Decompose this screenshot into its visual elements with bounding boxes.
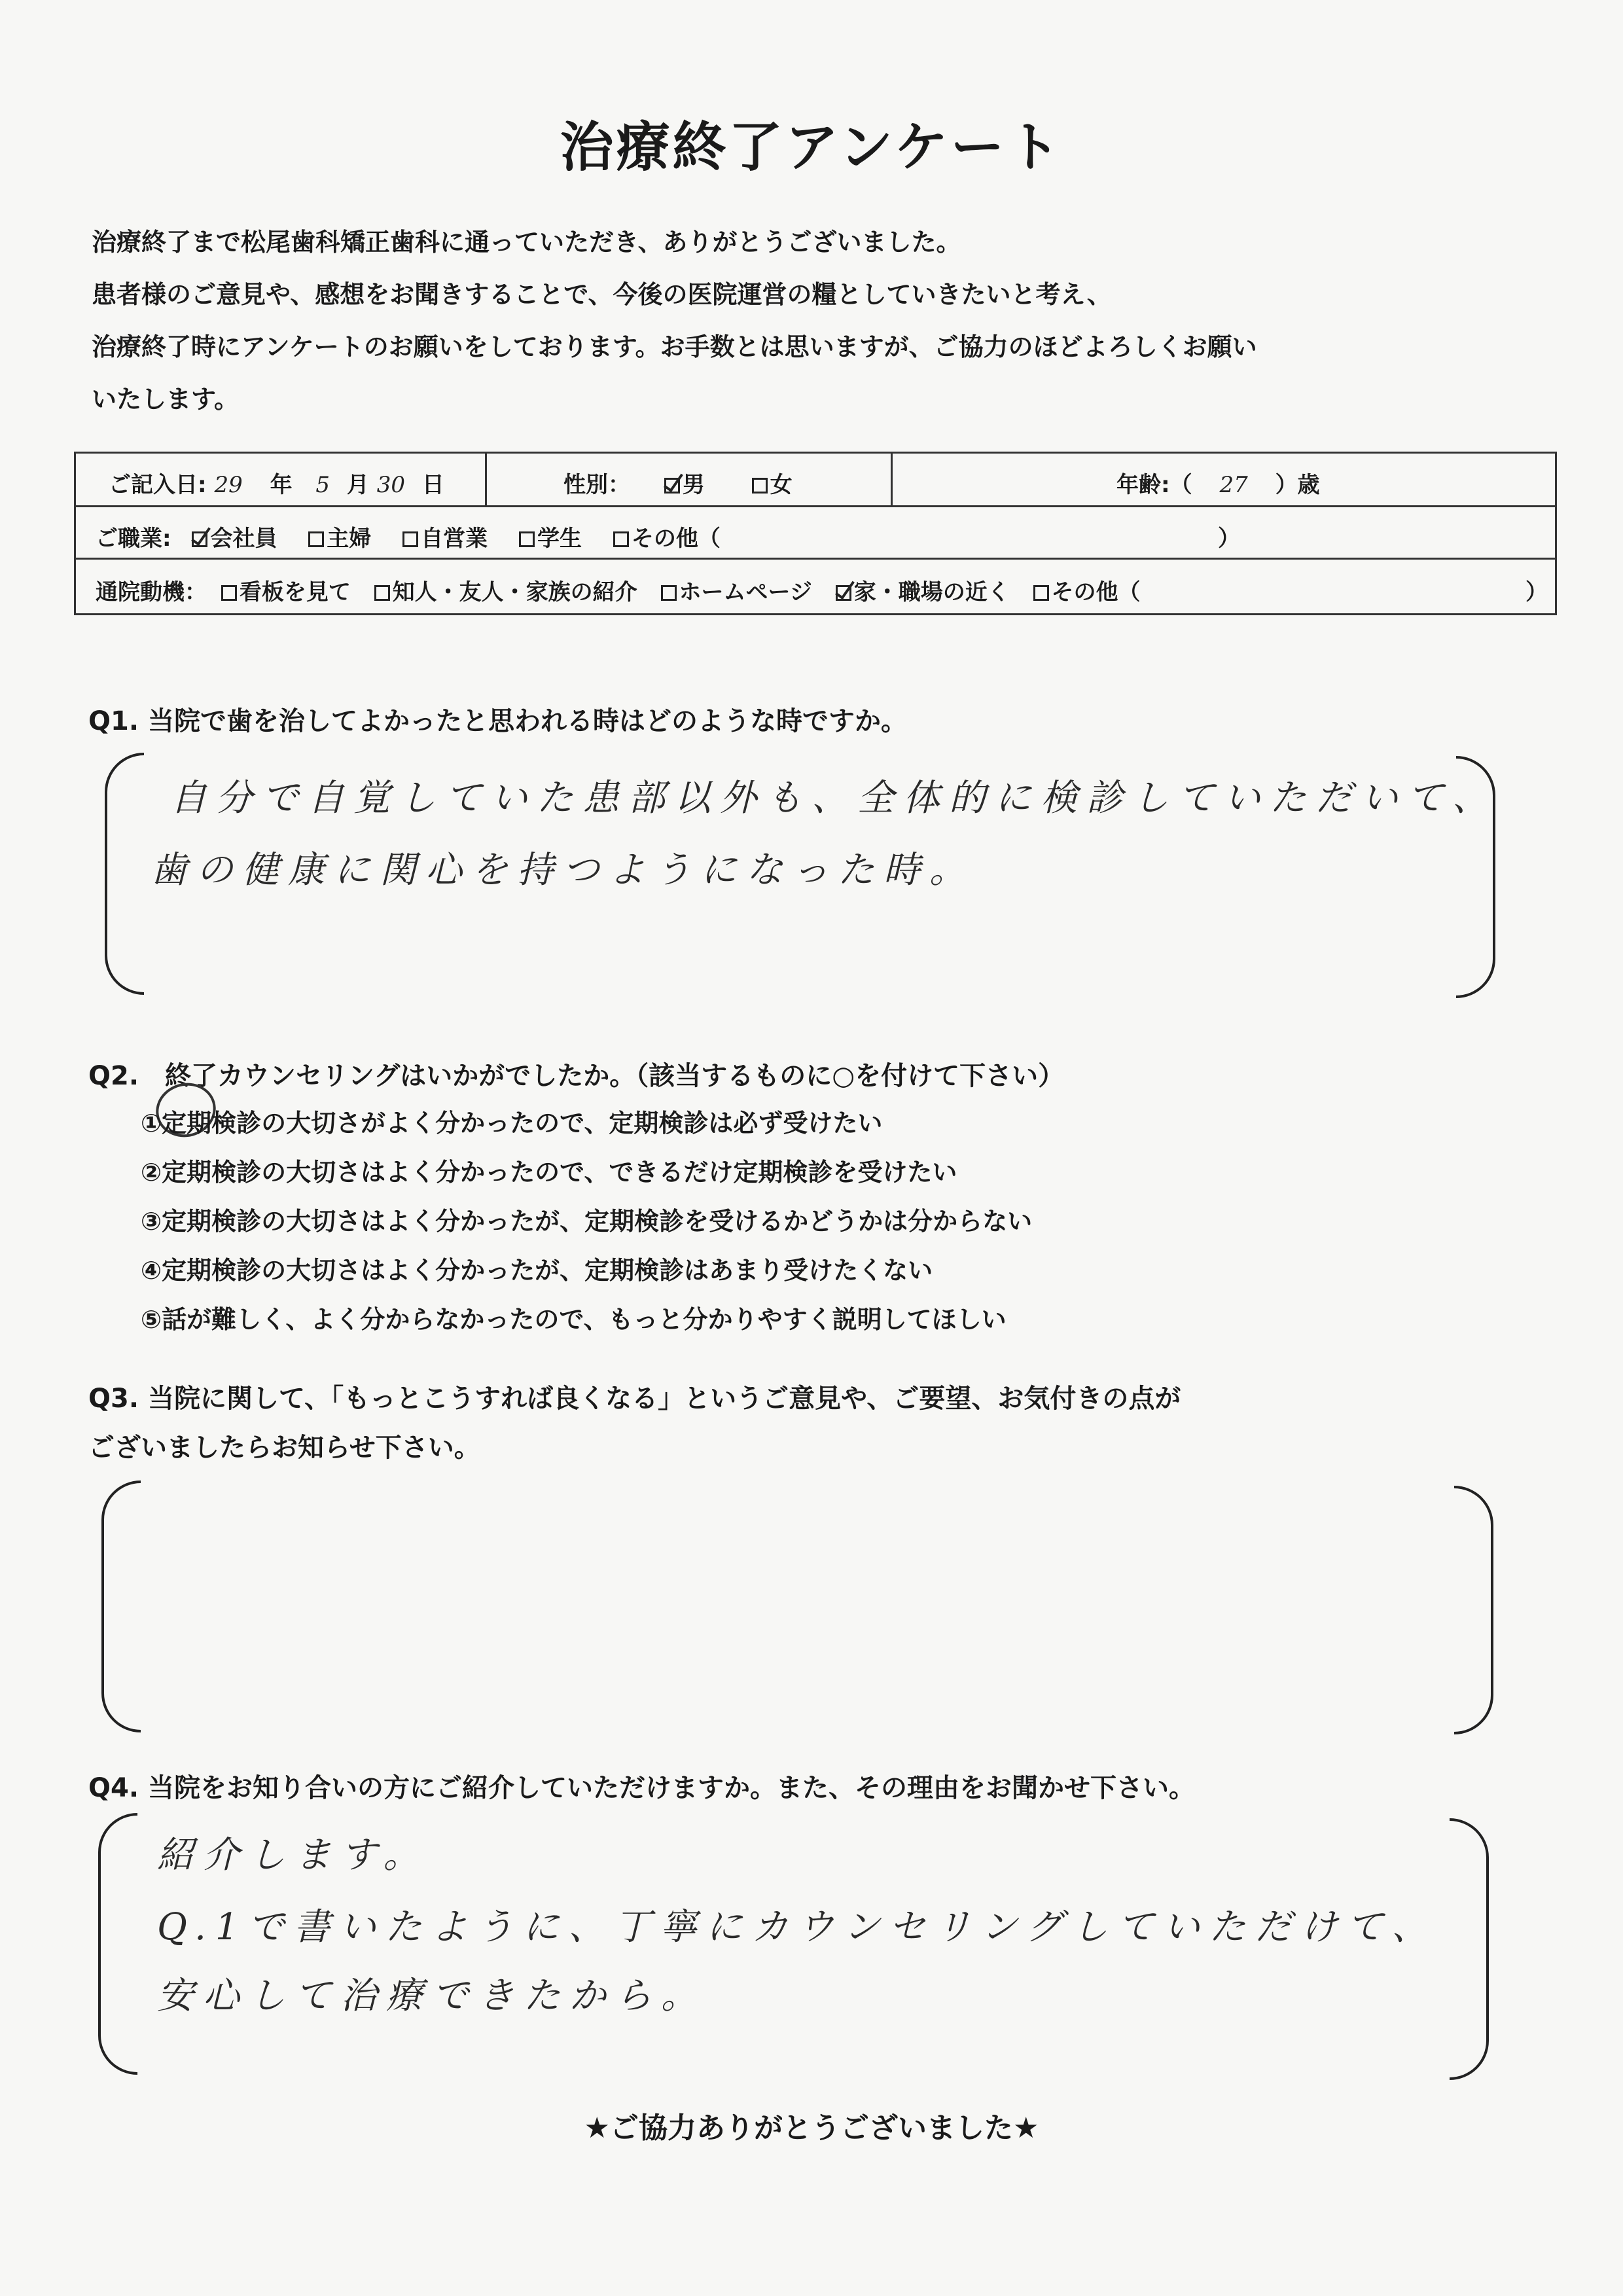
motive-option-other[interactable]: その他（ [1033,579,1141,605]
q4-answer-line: 安心して治療できたから。 [157,1975,707,2017]
thank-you-footer: ★ご協力ありがとうございました★ [584,2111,1039,2145]
checkbox-icon[interactable] [661,585,677,601]
q4-answer-line: Q.1で書いたように、丁寧にカウンセリングしていただけて、 [157,1906,1438,1948]
checkbox-icon[interactable] [1033,585,1049,601]
gender-male-option[interactable]: 男 [664,472,705,498]
checkbox-icon[interactable] [374,585,390,601]
date-label: ご記入日: [109,472,207,498]
intro-line: 治療終了まで松尾歯科矯正歯科に通っていただき、ありがとうございました。 [92,228,961,257]
q3-answer-area[interactable] [147,1487,1450,1726]
date-month-value: 5 [315,472,330,498]
q3-answer-bracket-right [1454,1486,1493,1734]
page-title: 治療終了アンケート [560,117,1063,179]
checkbox-icon[interactable] [613,531,629,547]
checkbox-icon[interactable] [221,585,237,601]
checkbox-icon[interactable] [752,478,768,493]
q4-answer-bracket-left [98,1813,137,2075]
occupation-option-student[interactable]: 学生 [519,526,582,552]
date-year-unit: 年 [270,472,293,498]
q2-option-2[interactable]: ②定期検診の大切さはよく分かったので、できるだけ定期検診を受けたい [141,1158,957,1187]
q4-question: Q4. 当院をお知り合いの方にご紹介していただけますか。また、その理由をお聞かせ下さい。 [88,1773,1195,1803]
respondent-info-table [74,452,1557,615]
occupation-option-housewife[interactable]: 主婦 [308,526,371,552]
age-label: 年齢:（ [1116,472,1192,498]
gender-field [563,467,793,499]
q1-answer-area[interactable] [151,759,1498,988]
info-row-date-gender-age [76,454,1555,507]
motive-option-homepage[interactable]: ホームページ [661,579,812,605]
intro-line: 患者様のご意見や、感想をお聞きすることで、今後の医院運営の糧としていきたいと考え、 [92,280,1112,309]
gender-female-option[interactable]: 女 [752,472,793,498]
q2-option-5[interactable]: ⑤話が難しく、よく分からなかったので、もっと分かりやすく説明してほしい [141,1305,1007,1334]
q1-answer-bracket-left [105,753,144,995]
checkbox-icon[interactable] [519,531,535,547]
q2-option-3[interactable]: ③定期検診の大切さはよく分かったが、定期検診を受けるかどうかは分からない [141,1207,1033,1236]
q4-answer-bracket-right [1450,1818,1489,2080]
motive-option-near-home-work[interactable]: 家・職場の近く [836,579,1010,605]
gender-label: 性別： [563,472,630,498]
age-field[interactable] [1116,467,1320,499]
checkbox-icon[interactable] [402,531,418,547]
q1-answer-line: 自分で自覚していた患部以外も、全体的に検診していただいて、 [170,777,1498,819]
checkbox-icon[interactable] [308,531,324,547]
motive-option-referral[interactable]: 知人・友人・家族の紹介 [374,579,637,605]
info-row-occupation [76,507,1555,560]
q3-question-line1: Q3. 当院に関して、「もっとこうすれば良くなる」というご意見や、ご要望、お気付きの点が [88,1384,1181,1414]
motive-field [96,574,1164,606]
date-year-value: 29 [214,472,243,498]
q4-answer-area[interactable] [144,1820,1446,2068]
q2-question: Q2. 終了カウンセリングはいかがでしたか。（該当するものに○を付けて下さい） [88,1061,1065,1091]
age-value: 27 [1219,472,1248,498]
q4-answer-line: 紹介します。 [157,1834,429,1876]
occupation-option-other[interactable]: その他（ [613,526,721,552]
q3-question-line2: ございましたらお知らせ下さい。 [88,1433,480,1463]
date-month-unit: 月 [346,472,369,498]
q2-option-4[interactable]: ④定期検診の大切さはよく分かったが、定期検診はあまり受けたくない [141,1256,933,1285]
age-unit: ）歳 [1275,472,1320,498]
q1-answer-line: 歯の健康に関心を持つようになった時。 [151,849,975,891]
motive-other-close: ） [1525,579,1548,605]
occupation-label: ご職業: [96,526,171,552]
date-day-value: 30 [376,472,405,498]
date-field[interactable] [109,467,444,499]
divider [891,454,893,507]
info-row-motive [76,560,1555,613]
checkbox-checked-icon[interactable] [836,585,851,601]
intro-text [92,216,1544,425]
intro-line: 治療終了時にアンケートのお願いをしております。お手数とは思いますが、ご協力のほどよろしくお願い [92,332,1257,361]
motive-label: 通院動機： [96,579,207,605]
q1-question: Q1. 当院で歯を治してよかったと思われる時はどのような時ですか。 [88,706,907,736]
divider [485,454,487,507]
occupation-other-close: ） [1218,526,1240,552]
occupation-field [96,520,744,552]
q3-answer-bracket-left [101,1480,141,1732]
occupation-option-company-employee[interactable]: 会社員 [192,526,277,552]
motive-option-signboard[interactable]: 看板を見て [221,579,351,605]
occupation-option-self-employed[interactable]: 自営業 [402,526,488,552]
q2-option-1[interactable]: ①定期検診の大切さがよく分かったので、定期検診は必ず受けたい [141,1109,883,1138]
intro-line: いたします。 [92,385,239,414]
checkbox-checked-icon[interactable] [192,531,207,547]
checkbox-checked-icon[interactable] [664,478,680,493]
date-day-unit: 日 [421,472,444,498]
